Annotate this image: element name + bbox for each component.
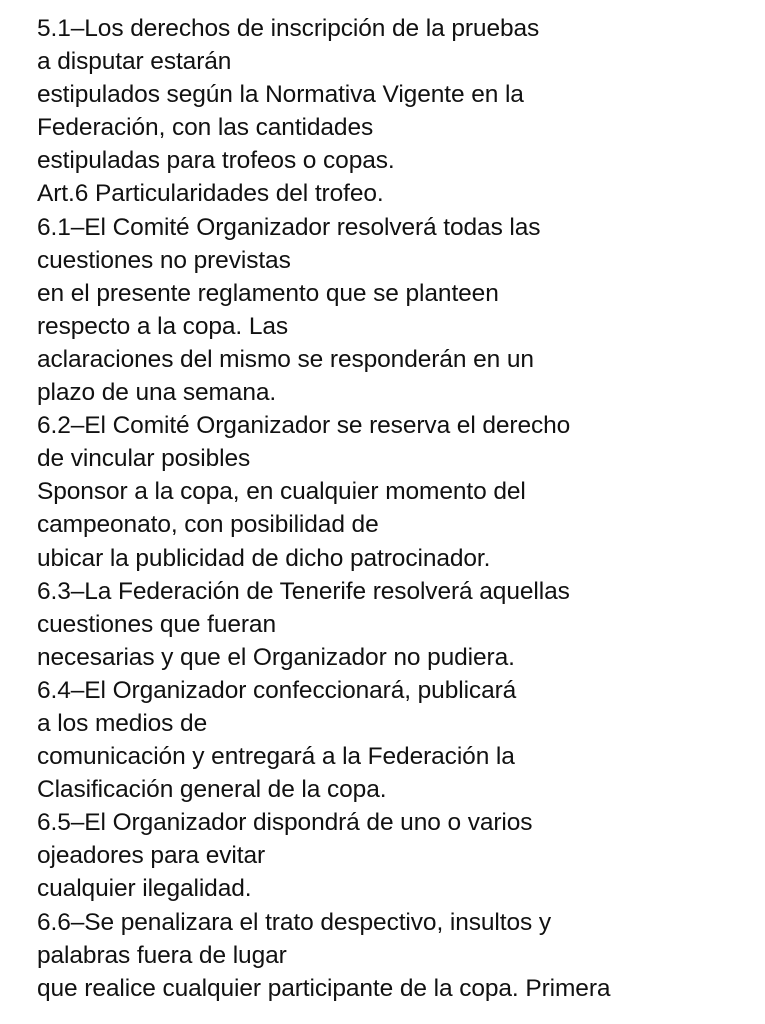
text-line: palabras fuera de lugar xyxy=(37,941,287,969)
text-line: Federación, con las cantidades xyxy=(37,114,374,142)
text-line: aclaraciones del mismo se responderán en un xyxy=(37,345,534,373)
text-line: respecto a la copa. Las xyxy=(37,312,289,340)
text-line: campeonato, con posibilidad de xyxy=(37,511,379,539)
text-line: cuestiones que fueran xyxy=(37,610,276,638)
text-line: 6.6–Se penalizara el trato despectivo, insultos y xyxy=(37,908,551,936)
text-line: 6.1–El Comité Organizador resolverá todas las xyxy=(37,213,541,241)
text-line: en el presente reglamento que se planteen xyxy=(37,279,499,307)
text-line: a los medios de xyxy=(37,709,208,737)
text-line: comunicación y entregará a la Federación la xyxy=(37,743,515,771)
text-line: ubicar la publicidad de dicho patrocinador. xyxy=(37,544,491,572)
text-line: cuestiones no previstas xyxy=(37,246,291,274)
text-line: de vincular posibles xyxy=(37,445,251,473)
text-line: ojeadores para evitar xyxy=(37,842,266,870)
text-line: necesarias y que el Organizador no pudiera. xyxy=(37,643,515,671)
text-line: Sponsor a la copa, en cualquier momento del xyxy=(37,478,526,506)
text-line: 6.5–El Organizador dispondrá de uno o varios xyxy=(37,809,533,837)
text-line: estipulados según la Normativa Vigente en la xyxy=(37,81,524,109)
text-line: 6.3–La Federación de Tenerife resolverá aquellas xyxy=(37,577,570,605)
document-body xyxy=(37,12,757,1005)
text-line: Clasificación general de la copa. xyxy=(37,776,387,804)
text-line: a disputar estarán xyxy=(37,48,232,76)
section-heading: Art.6 Particularidades del trofeo. xyxy=(37,180,384,208)
text-line: estipuladas para trofeos o copas. xyxy=(37,147,395,175)
text-line: cualquier ilegalidad. xyxy=(37,875,252,903)
text-line: plazo de una semana. xyxy=(37,379,277,407)
text-line: 6.2–El Comité Organizador se reserva el derecho xyxy=(37,412,571,440)
text-line: 5.1–Los derechos de inscripción de la pruebas xyxy=(37,15,540,42)
text-line: 6.4–El Organizador confeccionará, publicará xyxy=(37,676,517,704)
text-line: que realice cualquier participante de la copa. Primera xyxy=(37,974,611,1002)
